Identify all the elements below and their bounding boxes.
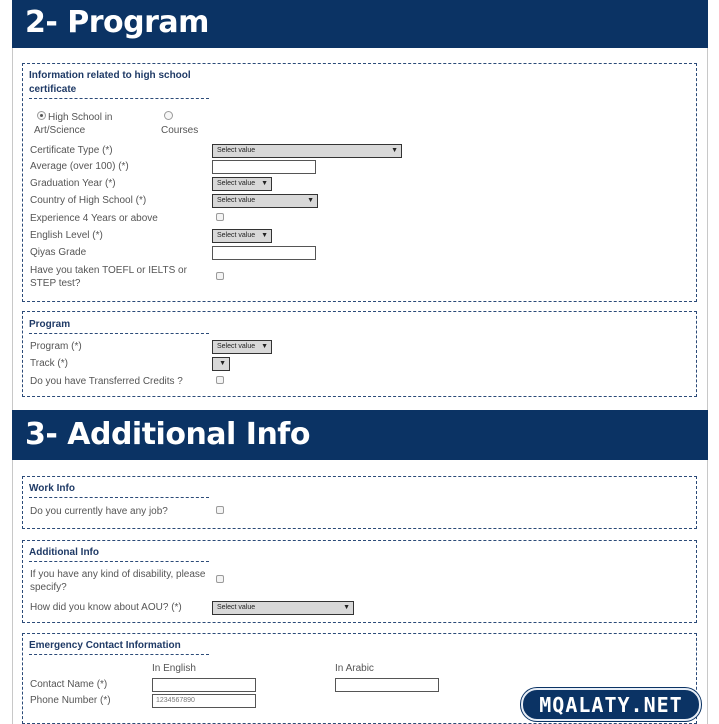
select-value: Select value	[217, 343, 256, 350]
average-label: Average (over 100) (*)	[30, 161, 129, 172]
contact-name-label: Contact Name (*)	[30, 679, 108, 690]
phone-number-label: Phone Number (*)	[30, 695, 111, 706]
phone-number-input[interactable]: 1234567890	[152, 694, 256, 708]
qiyas-input[interactable]	[212, 246, 316, 260]
english-level-select[interactable]	[212, 229, 272, 243]
fieldset-legend: Work Info	[29, 482, 209, 498]
fieldset-legend: Additional Info	[29, 546, 209, 562]
caret-down-icon: ▼	[261, 343, 268, 350]
english-level-label: English Level (*)	[30, 230, 103, 241]
job-checkbox[interactable]	[216, 506, 224, 514]
radio-courses[interactable]	[164, 111, 173, 120]
graduation-year-label: Graduation Year (*)	[30, 178, 116, 189]
watermark-logo	[521, 688, 701, 721]
caret-down-icon: ▼	[343, 604, 350, 611]
fieldset-legend: Program	[29, 318, 209, 334]
contact-name-english-input[interactable]	[152, 678, 256, 692]
caret-down-icon: ▼	[391, 147, 398, 154]
select-value: Select value	[217, 180, 256, 187]
know-about-label: How did you know about AOU? (*)	[30, 602, 182, 613]
caret-down-icon: ▼	[219, 360, 226, 367]
average-input[interactable]	[212, 160, 316, 174]
section-title: 3- Additional Info	[25, 417, 310, 452]
radio-high-school-label: High School in Art/Science	[34, 112, 113, 136]
experience-checkbox[interactable]	[216, 213, 224, 221]
certificate-type-label: Certificate Type (*)	[30, 145, 113, 156]
radio-courses-label: Courses	[161, 125, 199, 136]
program-label: Program (*)	[30, 341, 82, 352]
section-header-additional-info	[12, 410, 708, 460]
select-value: Select value	[217, 197, 256, 204]
country-label: Country of High School (*)	[30, 195, 147, 206]
certificate-type-select[interactable]	[212, 144, 402, 158]
fieldset-legend: Emergency Contact Information	[29, 639, 209, 655]
fieldset-legend: Information related to high school certificate	[29, 69, 209, 99]
know-about-select[interactable]	[212, 601, 354, 615]
select-value: Select value	[217, 232, 256, 239]
select-value: Select value	[217, 147, 256, 154]
job-label: Do you currently have any job?	[30, 506, 168, 517]
track-select[interactable]	[212, 357, 230, 371]
select-value: Select value	[217, 604, 256, 611]
graduation-year-select[interactable]	[212, 177, 272, 191]
disability-label: If you have any kind of disability, please specify?	[30, 569, 206, 593]
program-select[interactable]	[212, 340, 272, 354]
section-title: 2- Program	[25, 5, 209, 40]
contact-name-arabic-input[interactable]	[335, 678, 439, 692]
column-header-english: In English	[152, 663, 196, 674]
track-label: Track (*)	[30, 358, 68, 369]
transferred-credits-label: Do you have Transferred Credits ?	[30, 376, 183, 387]
qiyas-label: Qiyas Grade	[30, 247, 87, 258]
disability-checkbox[interactable]	[216, 575, 224, 583]
caret-down-icon: ▼	[307, 197, 314, 204]
country-select[interactable]	[212, 194, 318, 208]
section-header-program	[12, 0, 708, 48]
transferred-credits-checkbox[interactable]	[216, 376, 224, 384]
toefl-label: Have you taken TOEFL or IELTS or STEP test?	[30, 265, 187, 289]
column-header-arabic: In Arabic	[335, 663, 374, 674]
caret-down-icon: ▼	[261, 180, 268, 187]
caret-down-icon: ▼	[261, 232, 268, 239]
experience-label: Experience 4 Years or above	[30, 213, 158, 224]
toefl-checkbox[interactable]	[216, 272, 224, 280]
watermark-text: MQALATY.NET	[539, 693, 683, 717]
